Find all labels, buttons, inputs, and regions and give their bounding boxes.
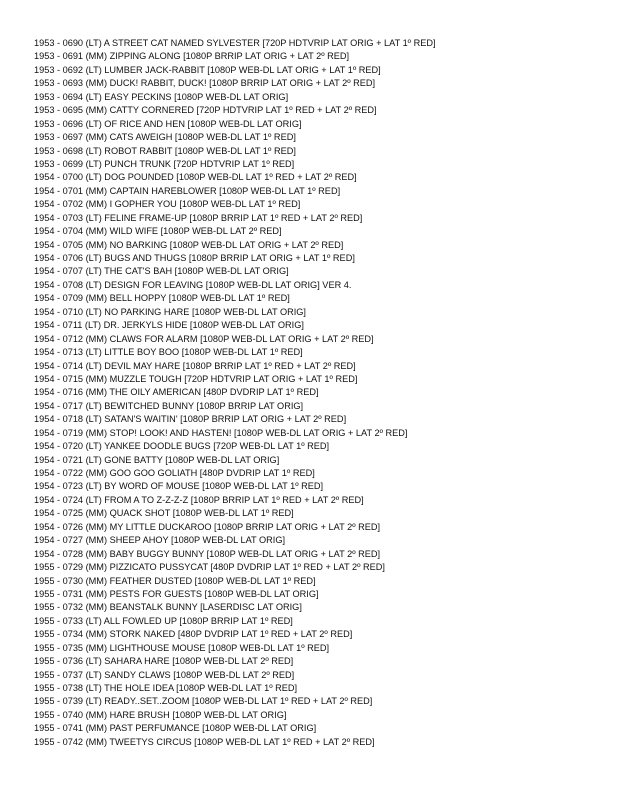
list-item: 1954 - 0726 (MM) MY LITTLE DUCKAROO [1080P BRRIP LAT ORIG + LAT 2º RED]	[34, 521, 381, 532]
list-item: 1953 - 0698 (LT) ROBOT RABBIT [1080P WEB-DL LAT 1º RED]	[34, 145, 296, 156]
list-item: 1955 - 0741 (MM) PAST PERFUMANCE [1080P WEB-DL LAT ORIG]	[34, 723, 317, 734]
list-item: 1954 - 0715 (MM) MUZZLE TOUGH [720P HDTVRIP LAT ORIG + LAT 1º RED]	[34, 373, 358, 384]
list-item: 1954 - 0721 (LT) GONE BATTY [1080P WEB-DL LAT ORIG]	[34, 454, 280, 465]
list-item: 1955 - 0738 (LT) THE HOLE IDEA [1080P WEB-DL LAT 1º RED]	[34, 683, 298, 693]
list-item: 1954 - 0709 (MM) BELL HOPPY [1080P WEB-DL LAT 1º RED]	[34, 293, 290, 304]
list-item: 1954 - 0714 (LT) DEVIL MAY HARE [1080P BRRIP LAT 1º RED + LAT 2º RED]	[34, 360, 356, 371]
list-item: 1954 - 0707 (LT) THE CAT'S BAH [1080P WEB-DL LAT ORIG]	[34, 266, 289, 277]
list-item: 1954 - 0702 (MM) I GOPHER YOU [1080P WEB-DL LAT 1º RED]	[34, 199, 301, 210]
list-item: 1955 - 0732 (MM) BEANSTALK BUNNY [LASERDISC LAT ORIG]	[34, 602, 302, 613]
list-item: 1954 - 0722 (MM) GOO GOO GOLIATH [480P DVDRIP LAT 1º RED]	[34, 468, 315, 478]
list-item: 1954 - 0708 (LT) DESIGN FOR LEAVING [1080P WEB-DL LAT ORIG] VER 4.	[34, 279, 352, 290]
list-item: 1955 - 0737 (LT) SANDY CLAWS [1080P WEB-DL LAT 2º RED]	[34, 669, 295, 680]
list-item: 1954 - 0719 (MM) STOP! LOOK! AND HASTEN! [1080P WEB-DL LAT ORIG + LAT 2º RED]	[34, 427, 408, 438]
list-item: 1954 - 0727 (MM) SHEEP AHOY [1080P WEB-DL LAT ORIG]	[34, 535, 286, 546]
list-item: 1954 - 0718 (LT) SATAN'S WAITIN' [1080P BRRIP LAT ORIG + LAT 2º RED]	[34, 414, 347, 425]
list-item: 1954 - 0724 (LT) FROM A TO Z-Z-Z-Z [1080P BRRIP LAT 1º RED + LAT 2º RED]	[34, 494, 364, 505]
list-item: 1953 - 0696 (LT) OF RICE AND HEN [1080P WEB-DL LAT ORIG]	[34, 118, 302, 129]
list-item: 1954 - 0710 (LT) NO PARKING HARE [1080P WEB-DL LAT ORIG]	[34, 306, 306, 317]
list-item: 1955 - 0729 (MM) PIZZICATO PUSSYCAT [480P DVDRIP LAT 1º RED + LAT 2º RED]	[34, 562, 385, 573]
list-item: 1954 - 0717 (LT) BEWITCHED BUNNY [1080P BRRIP LAT ORIG]	[34, 400, 304, 411]
list-item: 1955 - 0733 (LT) ALL FOWLED UP [1080P BRRIP LAT 1º RED]	[34, 615, 293, 626]
list-item: 1953 - 0694 (LT) EASY PECKINS [1080P WEB-DL LAT ORIG]	[34, 91, 289, 102]
list-item: 1954 - 0704 (MM) WILD WIFE [1080P WEB-DL LAT 2º RED]	[34, 226, 282, 237]
list-item: 1954 - 0711 (LT) DR. JERKYLS HIDE [1080P WEB-DL LAT ORIG]	[34, 320, 304, 331]
list-item: 1953 - 0692 (LT) LUMBER JACK-RABBIT [1080P WEB-DL LAT ORIG + LAT 1º RED]	[34, 64, 381, 75]
list-item: 1954 - 0700 (LT) DOG POUNDED [1080P WEB-DL LAT 1º RED + LAT 2º RED]	[34, 172, 357, 183]
list-item: 1955 - 0735 (MM) LIGHTHOUSE MOUSE [1080P WEB-DL LAT 1º RED]	[34, 642, 330, 653]
list-item: 1953 - 0693 (MM) DUCK! RABBIT, DUCK! [1080P BRRIP LAT ORIG + LAT 2º RED]	[34, 78, 376, 89]
list-item: 1953 - 0699 (LT) PUNCH TRUNK [720P HDTVRIP LAT 1º RED]	[34, 158, 295, 169]
list-item: 1955 - 0739 (LT) READY..SET..ZOOM [1080P WEB-DL LAT 1º RED + LAT 2º RED]	[34, 696, 373, 707]
list-item: 1954 - 0706 (LT) BUGS AND THUGS [1080P BRRIP LAT ORIG + LAT 1º RED]	[34, 253, 355, 263]
list-item: 1955 - 0730 (MM) FEATHER DUSTED [1080P WEB-DL LAT 1º RED]	[34, 575, 316, 586]
list-item: 1955 - 0736 (LT) SAHARA HARE [1080P WEB-DL LAT 2º RED]	[34, 656, 294, 667]
list-item: 1955 - 0742 (MM) TWEETYS CIRCUS [1080P WEB-DL LAT 1º RED + LAT 2º RED]	[34, 736, 375, 747]
list-item: 1953 - 0690 (LT) A STREET CAT NAMED SYLVESTER [720P HDTVRIP LAT ORIG + LAT 1º RED]	[34, 38, 436, 48]
entry-list	[34, 37, 436, 749]
list-item: 1954 - 0723 (LT) BY WORD OF MOUSE [1080P WEB-DL LAT 1º RED]	[34, 481, 324, 492]
list-item: 1955 - 0734 (MM) STORK NAKED [480P DVDRIP LAT 1º RED + LAT 2º RED]	[34, 629, 353, 640]
list-item: 1954 - 0725 (MM) QUACK SHOT [1080P WEB-DL LAT 1º RED]	[34, 508, 294, 519]
list-item: 1953 - 0697 (MM) CATS AWEIGH [1080P WEB-DL LAT 1º RED]	[34, 132, 296, 143]
list-item: 1954 - 0728 (MM) BABY BUGGY BUNNY [1080P WEB-DL LAT ORIG + LAT 2º RED]	[34, 548, 381, 559]
list-item: 1954 - 0705 (MM) NO BARKING [1080P WEB-DL LAT ORIG + LAT 2º RED]	[34, 239, 344, 250]
list-item: 1954 - 0713 (LT) LITTLE BOY BOO [1080P WEB-DL LAT 1º RED]	[34, 347, 303, 358]
list-item: 1954 - 0701 (MM) CAPTAIN HAREBLOWER [1080P WEB-DL LAT 1º RED]	[34, 185, 341, 196]
list-item: 1954 - 0720 (LT) YANKEE DOODLE BUGS [720P WEB-DL LAT 1º RED]	[34, 441, 330, 452]
list-item: 1955 - 0731 (MM) PESTS FOR GUESTS [1080P WEB-DL LAT ORIG]	[34, 588, 319, 599]
list-item: 1954 - 0716 (MM) THE OILY AMERICAN [480P DVDRIP LAT 1º RED]	[34, 387, 319, 398]
list-item: 1954 - 0712 (MM) CLAWS FOR ALARM [1080P WEB-DL LAT ORIG + LAT 2º RED]	[34, 333, 374, 344]
list-item: 1953 - 0695 (MM) CATTY CORNERED [720P HDTVRIP LAT 1º RED + LAT 2º RED]	[34, 105, 377, 116]
list-item: 1955 - 0740 (MM) HARE BRUSH [1080P WEB-DL LAT ORIG]	[34, 709, 287, 720]
list-item: 1954 - 0703 (LT) FELINE FRAME-UP [1080P BRRIP LAT 1º RED + LAT 2º RED]	[34, 212, 363, 223]
list-item: 1953 - 0691 (MM) ZIPPING ALONG [1080P BRRIP LAT ORIG + LAT 2º RED]	[34, 51, 350, 62]
